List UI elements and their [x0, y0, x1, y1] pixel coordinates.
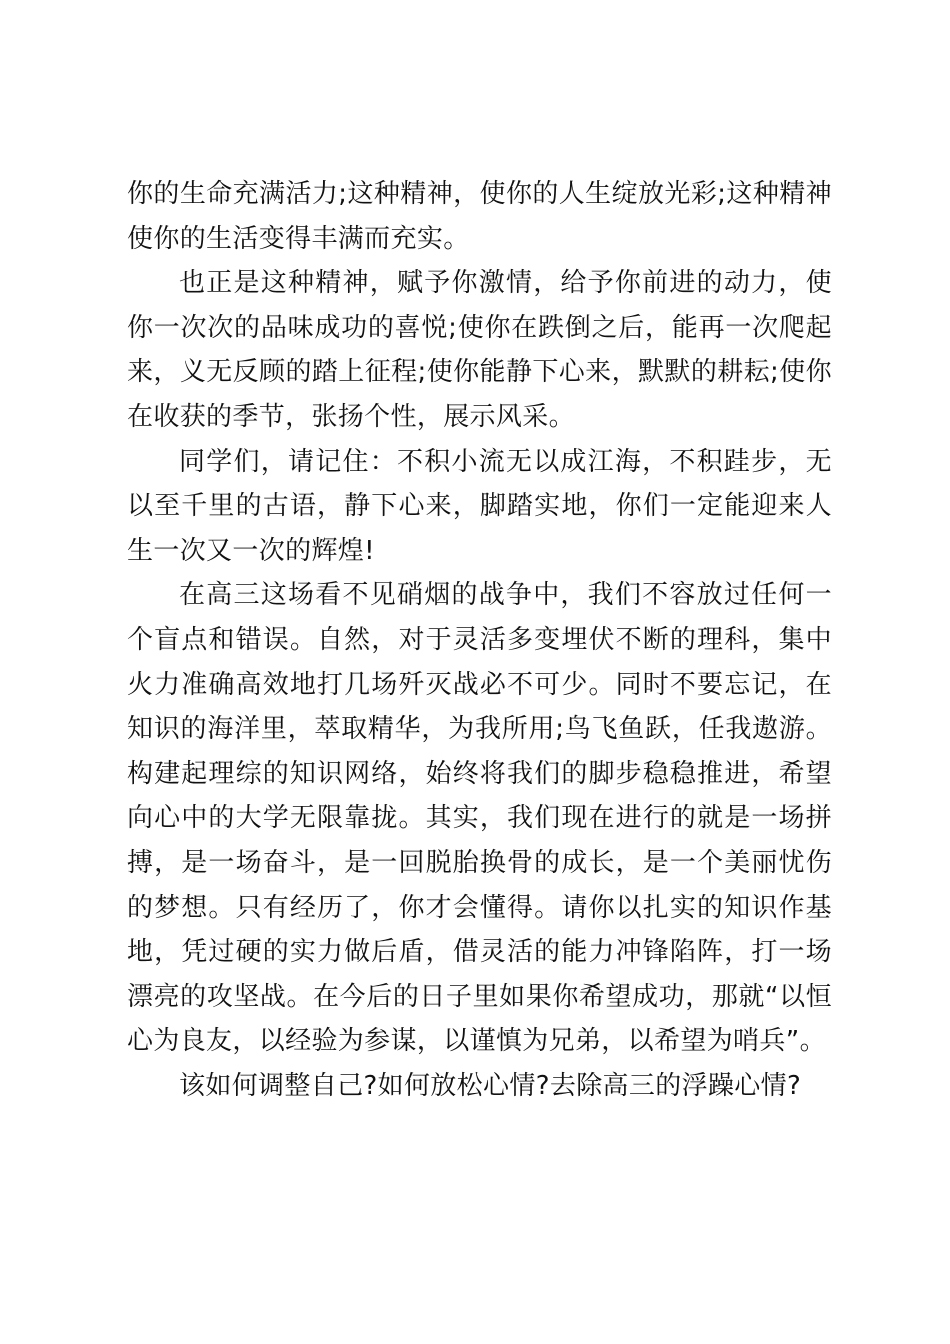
- document-body: [127, 172, 832, 1108]
- paragraph-1: 你的生命充满活力;这种精神，使你的人生绽放光彩;这种精神使你的生活变得丰满而充实。: [127, 179, 832, 254]
- paragraph-3: 同学们，请记住：不积小流无以成江海，不积跬步，无以至千里的古语，静下心来，脚踏实地，你们一定能迎来人生一次又一次的辉煌!: [127, 446, 832, 566]
- paragraph-2: 也正是这种精神，赋予你激情，给予你前进的动力，使你一次次的品味成功的喜悦;使你在跌倒之后，能再一次爬起来，义无反顾的踏上征程;使你能静下心来，默默的耕耘;使你在收获的季节，张扬个性，展示风采。: [127, 268, 832, 432]
- paragraph-4: 在高三这场看不见硝烟的战争中，我们不容放过任何一个盲点和错误。自然，对于灵活多变埋伏不断的理科，集中火力准确高效地打几场歼灭战必不可少。同时不要忘记，在知识的海洋里，萃取精华，为我所用;鸟飞鱼跃，任我遨游。构建起理综的知识网络，始终将我们的脚步稳稳推进，希望向心中的大学无限靠拢。其实，我们现在进行的就是一场拼搏，是一场奋斗，是一回脱胎换骨的成长，是一个美丽忧伤的梦想。只有经历了，你才会懂得。请你以扎实的知识作基地，凭过硬的实力做后盾，借灵活的能力冲锋陷阵，打一场漂亮的攻坚战。在今后的日子里如果你希望成功，那就“以恒心为良友，以经验为参谋，以谨慎为兄弟，以希望为哨兵”。: [127, 580, 832, 1057]
- paragraph-5: 该如何调整自己?如何放松心情?去除高三的浮躁心情?: [179, 1070, 802, 1101]
